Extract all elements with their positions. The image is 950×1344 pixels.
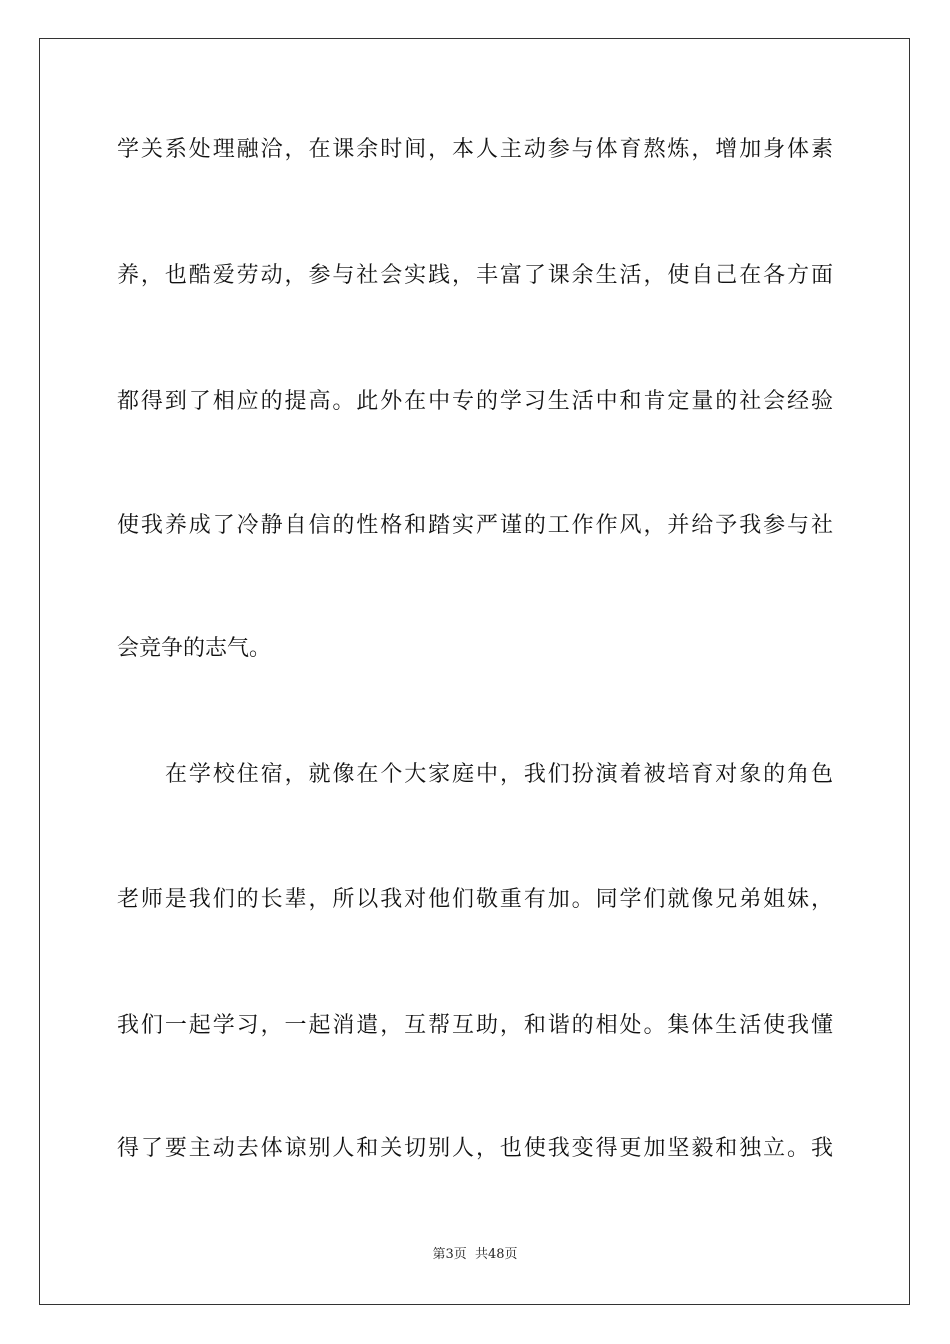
text-line-5: 会竞争的志气。: [117, 636, 272, 661]
text-line-8: 我们一起学习，一起消遣，互帮互助，和谐的相处。集体生活使我懂: [117, 1013, 833, 1038]
text-line-6: 在学校住宿，就像在个大家庭中，我们扮演着被培育对象的角色: [165, 762, 833, 787]
text-line-1: 学关系处理融洽，在课余时间，本人主动参与体育熬炼，增加身体素: [117, 137, 833, 162]
page-footer: [0, 1246, 950, 1264]
text-line-9: 得了要主动去体谅别人和关切别人，也使我变得更加坚毅和独立。我: [117, 1136, 833, 1161]
text-line-7: 老师是我们的长辈，所以我对他们敬重有加。同学们就像兄弟姐妹，: [117, 887, 833, 912]
text-line-4: 使我养成了冷静自信的性格和踏实严谨的工作作风，并给予我参与社: [117, 513, 833, 538]
text-line-2: 养，也酷爱劳动，参与社会实践，丰富了课余生活，使自己在各方面: [117, 263, 833, 288]
page-number: 第3页: [432, 1247, 467, 1262]
text-line-3: 都得到了相应的提高。此外在中专的学习生活中和肯定量的社会经验: [117, 389, 833, 414]
page-border: [39, 38, 910, 1305]
page-total: 共48页: [474, 1247, 518, 1262]
